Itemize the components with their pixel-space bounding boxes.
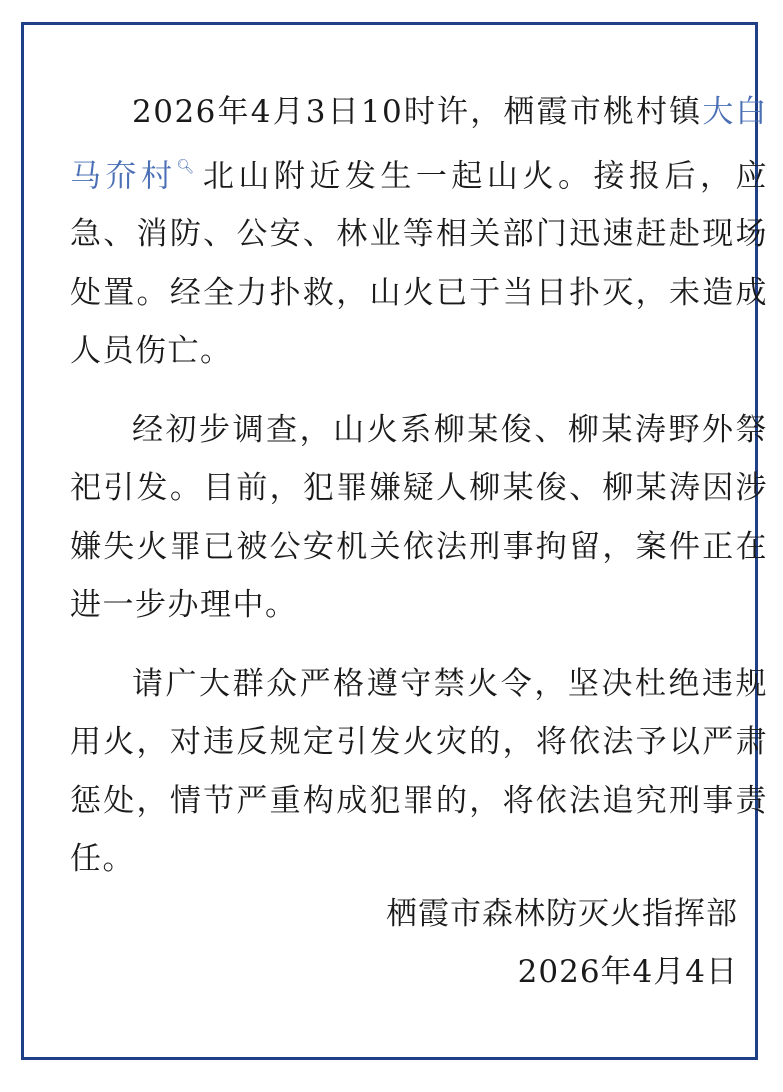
paragraph-incident <box>70 83 768 381</box>
issuer-name: 栖霞市森林防灭火指挥部 <box>386 896 738 932</box>
paragraph-investigation: 经初步调查，山火系柳某俊、柳某涛野外祭祀引发。目前，犯罪嫌疑人柳某俊、柳某涛因涉嫌失火罪已被公安机关依法刑事拘留，案件正在进一步办理中。 <box>70 411 768 624</box>
notice-body <box>70 83 768 889</box>
notice-frame <box>21 22 769 1060</box>
paragraph-incident-text-start: 2026年4月3日10时许，栖霞市桃村镇 <box>132 94 703 130</box>
issue-date: 2026年4月4日 <box>517 954 738 990</box>
paragraph-warning: 请广大群众严格遵守禁火令，坚决杜绝违规用火，对违反规定引发火灾的，将依法予以严肃惩处，情节严重构成犯罪的，将依法追究刑事责任。 <box>70 665 768 878</box>
signature-block <box>386 885 738 1001</box>
village-link[interactable]: 大白马夼村 <box>70 94 768 194</box>
search-icon[interactable]: 🔍︎ <box>176 158 199 175</box>
paragraph-incident-text-end: 北山附近发生一起山火。接报后，应急、消防、公安、林业等相关部门迅速赶赴现场处置。经全力扑救，山火已于当日扑灭，未造成人员伤亡。 <box>70 157 769 370</box>
